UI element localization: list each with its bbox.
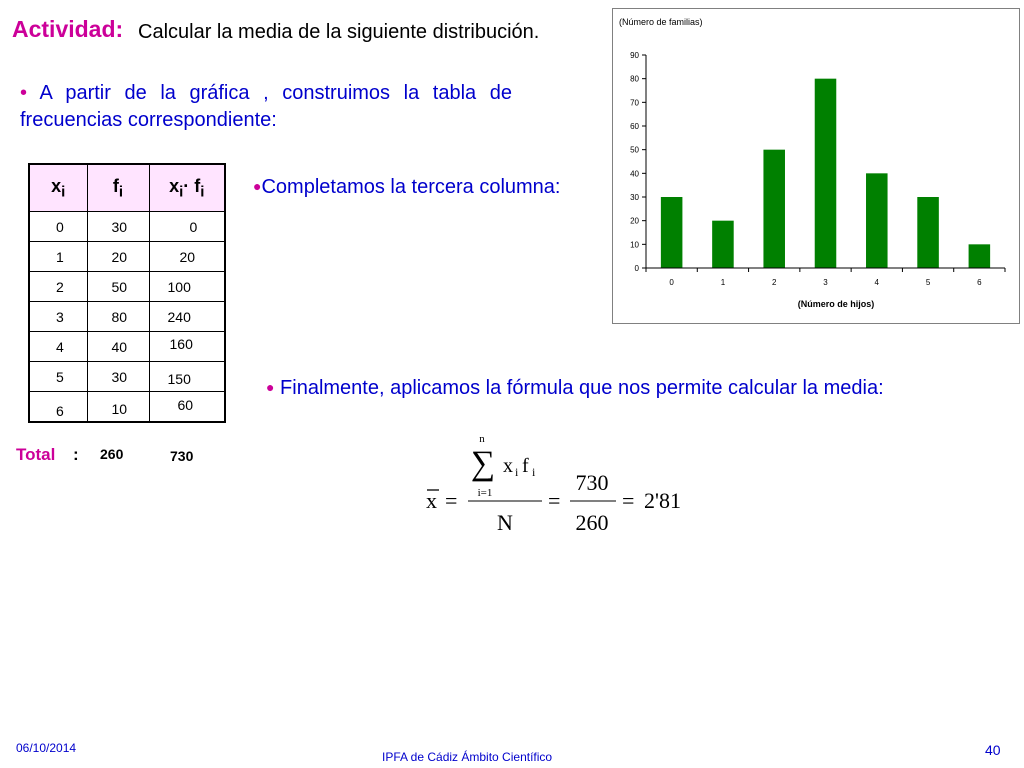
- formula-eq2: =: [548, 488, 561, 513]
- table-row: [29, 212, 225, 242]
- bar: [866, 173, 888, 268]
- x-tick-label: 2: [771, 278, 777, 287]
- bar: [763, 150, 785, 268]
- y-axis: [630, 51, 646, 273]
- cell-fi: 30: [87, 212, 149, 242]
- formula-eq3: =: [622, 488, 635, 513]
- total-label: Total: [16, 445, 56, 464]
- y-tick-label: 50: [630, 145, 639, 155]
- cell-xifi: 100: [149, 272, 225, 302]
- y-tick-label: 60: [630, 122, 639, 131]
- x-tick-label: 0: [669, 278, 674, 287]
- cell-fi: 20: [87, 242, 149, 272]
- y-tick-label: 30: [630, 193, 639, 202]
- cell-xifi: 240: [149, 302, 225, 332]
- y-tick-label: 20: [630, 216, 639, 226]
- header-xi: $x_i$: [29, 164, 87, 212]
- bar: [917, 197, 939, 268]
- formula-svg: [420, 430, 710, 540]
- frequency-table: [28, 163, 226, 423]
- cell-xifi: 60: [149, 392, 225, 422]
- table-row: [29, 242, 225, 272]
- formula-result: 2'81: [644, 488, 681, 513]
- cell-fi: 80: [87, 302, 149, 332]
- table-row: [29, 392, 225, 422]
- numerator-value: 730: [575, 470, 609, 495]
- cell-fi: 50: [87, 272, 149, 302]
- total-xifi: 730: [170, 448, 194, 464]
- bar-chart: [612, 8, 1020, 324]
- x-tick-label: 3: [823, 278, 828, 287]
- activity-text: Calcular la media de la siguiente distribución.: [138, 21, 540, 43]
- bullet-dot-icon: •: [20, 82, 28, 104]
- cell-fi: 30: [87, 362, 149, 392]
- cell-fi: 40: [87, 332, 149, 362]
- y-tick-label: 80: [630, 74, 639, 84]
- bullet-dot-icon: ●: [253, 178, 262, 194]
- cell-xifi: 160: [149, 332, 225, 362]
- denominator-value: 260: [575, 510, 609, 535]
- cell-xi: 1: [29, 242, 87, 272]
- complete-text: Completamos la tercera columna:: [261, 176, 561, 198]
- term-x-sub: i: [515, 465, 519, 479]
- x-tick-label: 1: [720, 278, 726, 287]
- cell-xi: 0: [29, 212, 87, 242]
- chart-xlabel: (Número de hijos): [797, 299, 875, 309]
- x-tick-label: 4: [874, 278, 880, 287]
- sigma-icon: ∑: [470, 445, 496, 482]
- finally-text: Finalmente, aplicamos la fórmula que nos permite calcular la media:: [280, 377, 884, 399]
- table-row: [29, 332, 225, 362]
- page-number: 40: [985, 742, 1001, 758]
- total-colon: :: [73, 445, 79, 464]
- bar: [661, 197, 683, 268]
- footer-date: 06/10/2014: [16, 741, 77, 755]
- intro-text: A partir de la gráfica , construimos la tabla de frecuencias correspondiente:: [20, 82, 512, 131]
- table-row: [29, 302, 225, 332]
- cell-xi: 5: [29, 362, 87, 392]
- intro-bullet: [20, 80, 512, 134]
- table-row: [29, 272, 225, 302]
- finally-bullet: [266, 374, 908, 402]
- cell-xi: 4: [29, 332, 87, 362]
- bar-chart-svg: [613, 9, 1019, 323]
- cell-fi: 10: [87, 392, 149, 422]
- cell-xi: 2: [29, 272, 87, 302]
- x-axis: [646, 268, 1005, 287]
- mean-formula: [420, 430, 710, 540]
- y-tick-label: 40: [630, 169, 639, 179]
- denominator: N: [497, 510, 513, 535]
- cell-xi: 6: [29, 392, 87, 422]
- term-x: x: [503, 455, 513, 477]
- cell-xifi: 0: [149, 212, 225, 242]
- bar: [712, 221, 734, 268]
- bar: [815, 79, 837, 268]
- activity-label: Actividad:: [12, 16, 124, 42]
- header-xifi: $x_i\cdot f_i$: [149, 164, 225, 212]
- y-tick-label: 90: [630, 51, 639, 60]
- formula-lhs: x: [426, 488, 437, 513]
- cell-xi: 3: [29, 302, 87, 332]
- chart-title: (Número de familias): [619, 17, 703, 27]
- bullet-dot-icon: ●: [266, 379, 275, 395]
- complete-bullet: [253, 176, 560, 199]
- cell-xifi: 150: [149, 362, 225, 392]
- bars: [661, 79, 990, 268]
- bar: [969, 244, 991, 268]
- x-tick-label: 5: [925, 278, 931, 287]
- table-row: [29, 362, 225, 392]
- header-fi: $f_i$: [87, 164, 149, 212]
- term-f: f: [522, 455, 529, 477]
- term-f-sub: i: [532, 465, 536, 479]
- footer-center: IPFA de Cádiz Ámbito Científico: [382, 750, 553, 764]
- cell-xifi: 20: [149, 242, 225, 272]
- total-fi: 260: [100, 446, 124, 462]
- y-tick-label: 0: [634, 264, 639, 273]
- x-tick-label: 6: [977, 278, 982, 287]
- sum-top: n: [479, 433, 485, 445]
- formula-eq1: =: [445, 488, 458, 513]
- table-header-row: [29, 164, 225, 212]
- sum-bottom: i=1: [477, 487, 493, 499]
- y-tick-label: 70: [630, 98, 639, 108]
- y-tick-label: 10: [630, 240, 639, 250]
